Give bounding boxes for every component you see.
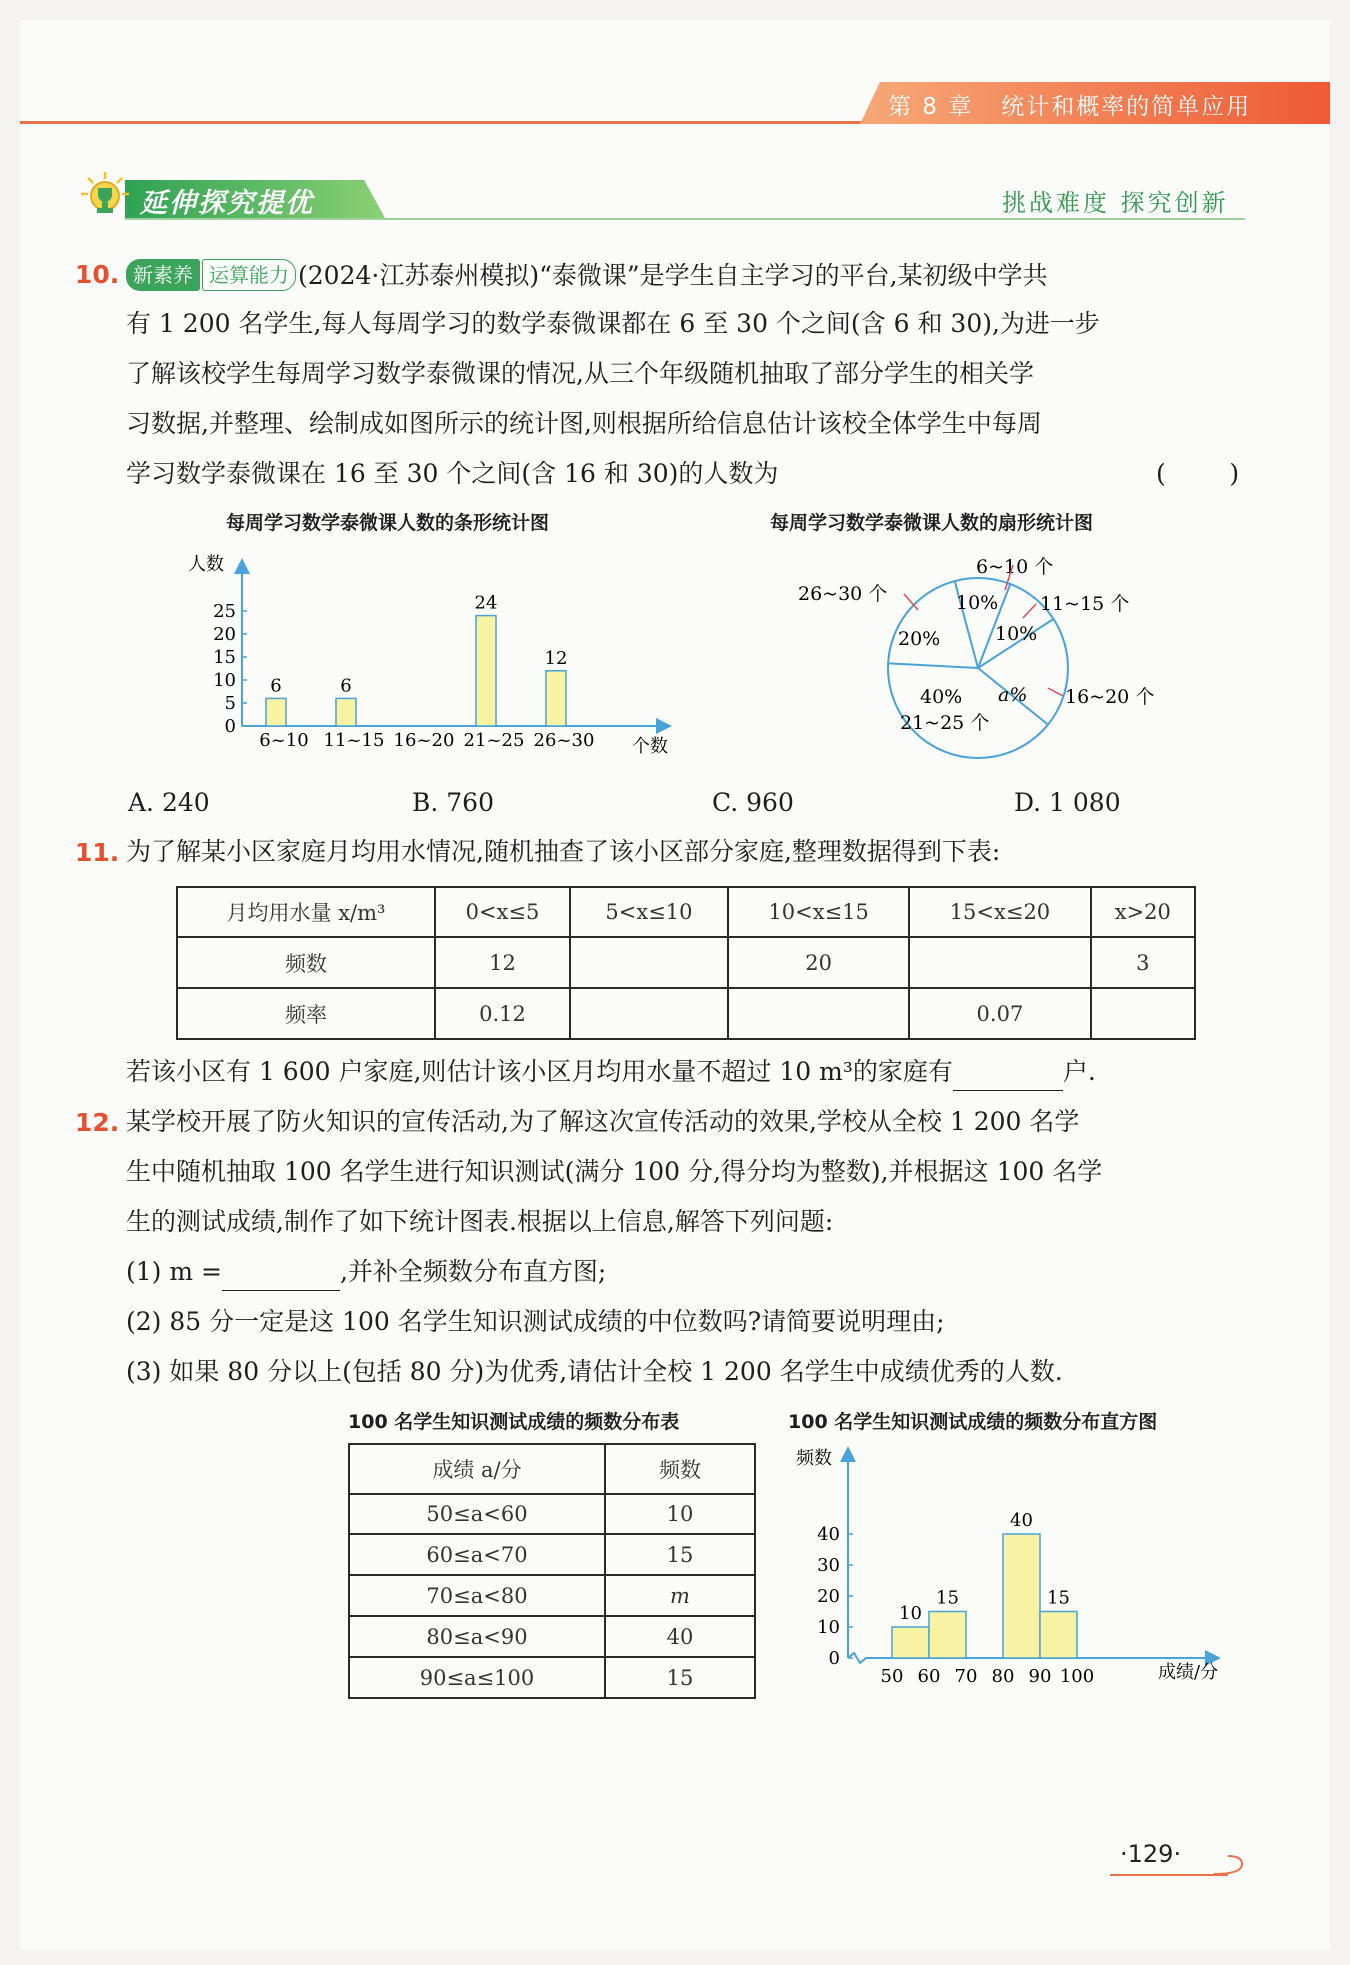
score-range: 60≤a<70 (349, 1534, 605, 1575)
q11-follow-up (126, 1057, 1096, 1091)
bar-value-label: 24 (474, 592, 498, 614)
bar (546, 671, 566, 726)
y-tick-label: 0 (224, 716, 236, 737)
hist-x-label: 成绩/分 (1158, 1662, 1219, 1683)
pie-label-16-20: 16~20 个 (1065, 686, 1155, 708)
score-range: 70≤a<80 (349, 1575, 605, 1616)
th-range-2: 5<x≤10 (570, 887, 728, 937)
hist-bar (929, 1612, 966, 1659)
hist-x-tick-label: 70 (954, 1666, 978, 1687)
pie-pct-16-20: a% (998, 684, 1028, 706)
hist-bar-label: 15 (1047, 1587, 1070, 1609)
hist-bar (892, 1627, 929, 1658)
x-tick-label: 21~25 (463, 730, 525, 751)
th-score: 成绩 a/分 (349, 1444, 605, 1494)
pie-label-6-10: 6~10 个 (976, 556, 1054, 578)
hist-bar-label: 40 (1010, 1510, 1033, 1531)
pie-slice-edge (888, 663, 978, 668)
pie-pct-11-15: 10% (995, 623, 1038, 645)
frequency-cell: 3 (1091, 937, 1195, 988)
q12-sub-1 (126, 1257, 606, 1291)
pie-label-26-30: 26~30 个 (798, 583, 888, 605)
pie-chart (780, 548, 1200, 778)
score-frequency-table (348, 1443, 756, 1699)
th-usage: 月均用水量 x/m³ (177, 887, 435, 937)
score-count: 10 (605, 1494, 755, 1535)
page-number: ·129· (1120, 1840, 1182, 1868)
th-range-5: x>20 (1091, 887, 1195, 937)
x-tick-label: 11~15 (323, 730, 385, 751)
hist-x-tick-label: 100 (1059, 1666, 1095, 1687)
q12-line-2: 生中随机抽取 100 名学生进行知识测试(满分 100 分,得分均为整数),并根据这 100 名学 (126, 1157, 1103, 1186)
x-axis-label: 个数 (632, 736, 668, 757)
hist-bar-label: 10 (899, 1603, 922, 1624)
bar-value-label: 6 (340, 675, 352, 697)
option-b[interactable]: B. 760 (412, 788, 494, 817)
page-curve-icon (1212, 1852, 1246, 1878)
bar-chart-title: 每周学习数学泰微课人数的条形统计图 (226, 512, 550, 534)
y-tick-label: 25 (213, 601, 236, 622)
score-table-title: 100 名学生知识测试成绩的频数分布表 (348, 1411, 680, 1433)
score-range: 50≤a<60 (349, 1494, 605, 1535)
hist-x-tick-label: 60 (917, 1666, 941, 1687)
score-range: 90≤a≤100 (349, 1657, 605, 1698)
q10-text-1: (2024·江苏泰州模拟)“泰微课”是学生自主学习的平台,某初级中学共 (298, 261, 1048, 290)
pie-label-11-15: 11~15 个 (1040, 593, 1130, 615)
q11-text: 为了解某小区家庭月均用水情况,随机抽查了该小区部分家庭,整理数据得到下表: (126, 837, 1001, 866)
option-a[interactable]: A. 240 (128, 788, 210, 817)
th-frequency: 频数 (605, 1444, 755, 1494)
trophy-icon (78, 170, 132, 224)
q12-sub-2: (2) 85 分一定是这 100 名学生知识测试成绩的中位数吗?请简要说明理由; (126, 1307, 945, 1336)
option-d[interactable]: D. 1 080 (1014, 788, 1121, 817)
section-title: 延伸探究提优 (140, 188, 314, 219)
y-axis-label: 人数 (188, 554, 224, 575)
y-tick-label: 20 (213, 624, 236, 645)
y-tick-label: 15 (213, 647, 236, 668)
q12-sub-1-end: ,并补全频数分布直方图; (339, 1257, 607, 1286)
q10-line-5: 学习数学泰微课在 16 至 30 个之间(含 16 和 30)的人数为 (126, 459, 779, 488)
bar (336, 698, 356, 726)
hist-x-tick-label: 80 (991, 1666, 1015, 1687)
q12-sub-1-text: (1) m = (126, 1257, 222, 1286)
score-count: m (605, 1575, 755, 1616)
frequency-cell: 20 (728, 937, 909, 988)
frequency-cell: 12 (435, 937, 570, 988)
hist-x-tick-label: 90 (1028, 1666, 1052, 1687)
q11-number: 11. (75, 838, 120, 867)
chapter-heading (888, 88, 1251, 121)
y-tick-label: 5 (224, 693, 236, 714)
bar (266, 698, 286, 726)
frequency-cell (570, 937, 728, 988)
chapter-number: 第 8 章 (888, 94, 974, 120)
pie-leader-11-15 (1023, 604, 1036, 618)
x-tick-label: 16~20 (393, 730, 455, 751)
pie-pct-21-25: 40% (920, 686, 963, 708)
score-count: 15 (605, 1657, 755, 1698)
hist-bar (1040, 1612, 1077, 1659)
row-rate-label: 频率 (177, 988, 435, 1039)
page-number-rule (1110, 1874, 1228, 1876)
hist-y-tick-label: 30 (817, 1555, 840, 1576)
hist-bar-label: 15 (936, 1587, 959, 1609)
hist-y-tick-label: 20 (817, 1586, 840, 1607)
water-usage-table (176, 886, 1196, 1040)
row-frequency-label: 频数 (177, 937, 435, 988)
pie-chart-title: 每周学习数学泰微课人数的扇形统计图 (770, 512, 1094, 534)
pie-label-21-25: 21~25 个 (900, 712, 990, 734)
m-answer-blank[interactable] (222, 1260, 340, 1291)
bar (476, 616, 496, 726)
histogram (790, 1440, 1250, 1690)
th-range-3: 10<x≤15 (728, 887, 909, 937)
q11-follow-up-text: 若该小区有 1 600 户家庭,则估计该小区月均用水量不超过 10 m³的家庭有 (126, 1057, 953, 1086)
section-subtitle: 挑战难度 探究创新 (1002, 189, 1229, 217)
pie-pct-6-10: 10% (956, 592, 999, 614)
q10-line-2: 有 1 200 名学生,每人每周学习的数学泰微课都在 6 至 30 个之间(含 6 和 30),为进一步 (126, 309, 1100, 338)
hist-x-tick-label: 50 (880, 1666, 904, 1687)
rate-cell (1091, 988, 1195, 1039)
x-tick-label: 26~30 (533, 730, 595, 751)
rate-cell (570, 988, 728, 1039)
q12-line-1: 某学校开展了防火知识的宣传活动,为了解这次宣传活动的效果,学校从全校 1 200 名学 (126, 1107, 1080, 1136)
th-range-4: 15<x≤20 (909, 887, 1090, 937)
histogram-title: 100 名学生知识测试成绩的频数分布直方图 (788, 1411, 1158, 1433)
th-range-1: 0<x≤5 (435, 887, 570, 937)
bar-chart-1 (180, 548, 690, 763)
q11-follow-up-end: 户. (1062, 1057, 1096, 1086)
q11-answer-blank[interactable] (953, 1060, 1063, 1091)
hist-y-tick-label: 0 (828, 1648, 840, 1669)
rate-cell: 0.07 (909, 988, 1090, 1039)
frequency-cell (909, 937, 1090, 988)
q10-number: 10. (75, 260, 120, 289)
pie-leader-16-20 (1048, 688, 1063, 696)
chapter-title: 统计和概率的简单应用 (1001, 94, 1252, 120)
hist-bar (1003, 1534, 1040, 1658)
score-count: 15 (605, 1534, 755, 1575)
rate-cell: 0.12 (435, 988, 570, 1039)
bar-value-label: 6 (270, 675, 282, 697)
pie-pct-26-30: 20% (898, 628, 941, 650)
q10-line-4: 习数据,并整理、绘制成如图所示的统计图,则根据所给信息估计该校全体学生中每周 (126, 409, 1042, 438)
hist-y-label: 频数 (796, 1448, 832, 1469)
hist-y-tick-label: 10 (817, 1617, 840, 1638)
bar-value-label: 12 (544, 647, 568, 669)
q12-number: 12. (75, 1108, 120, 1137)
q12-line-3: 生的测试成绩,制作了如下统计图表.根据以上信息,解答下列问题: (126, 1207, 834, 1236)
new-literacy-tag: 新素养 (126, 259, 200, 291)
option-c[interactable]: C. 960 (712, 788, 794, 817)
q10-line-1 (126, 259, 1048, 291)
score-range: 80≤a<90 (349, 1616, 605, 1657)
y-tick-label: 10 (213, 670, 236, 691)
score-count: 40 (605, 1616, 755, 1657)
q10-line-3: 了解该校学生每周学习数学泰微课的情况,从三个年级随机抽取了部分学生的相关学 (126, 359, 1034, 388)
x-tick-label: 6~10 (259, 730, 309, 751)
answer-bracket[interactable]: ( ) (1156, 459, 1240, 488)
skill-tag: 运算能力 (202, 259, 296, 291)
hist-y-tick-label: 40 (817, 1524, 840, 1545)
q12-sub-3: (3) 如果 80 分以上(包括 80 分)为优秀,请估计全校 1 200 名学生中成绩优秀的人数. (126, 1357, 1063, 1386)
rate-cell (728, 988, 909, 1039)
